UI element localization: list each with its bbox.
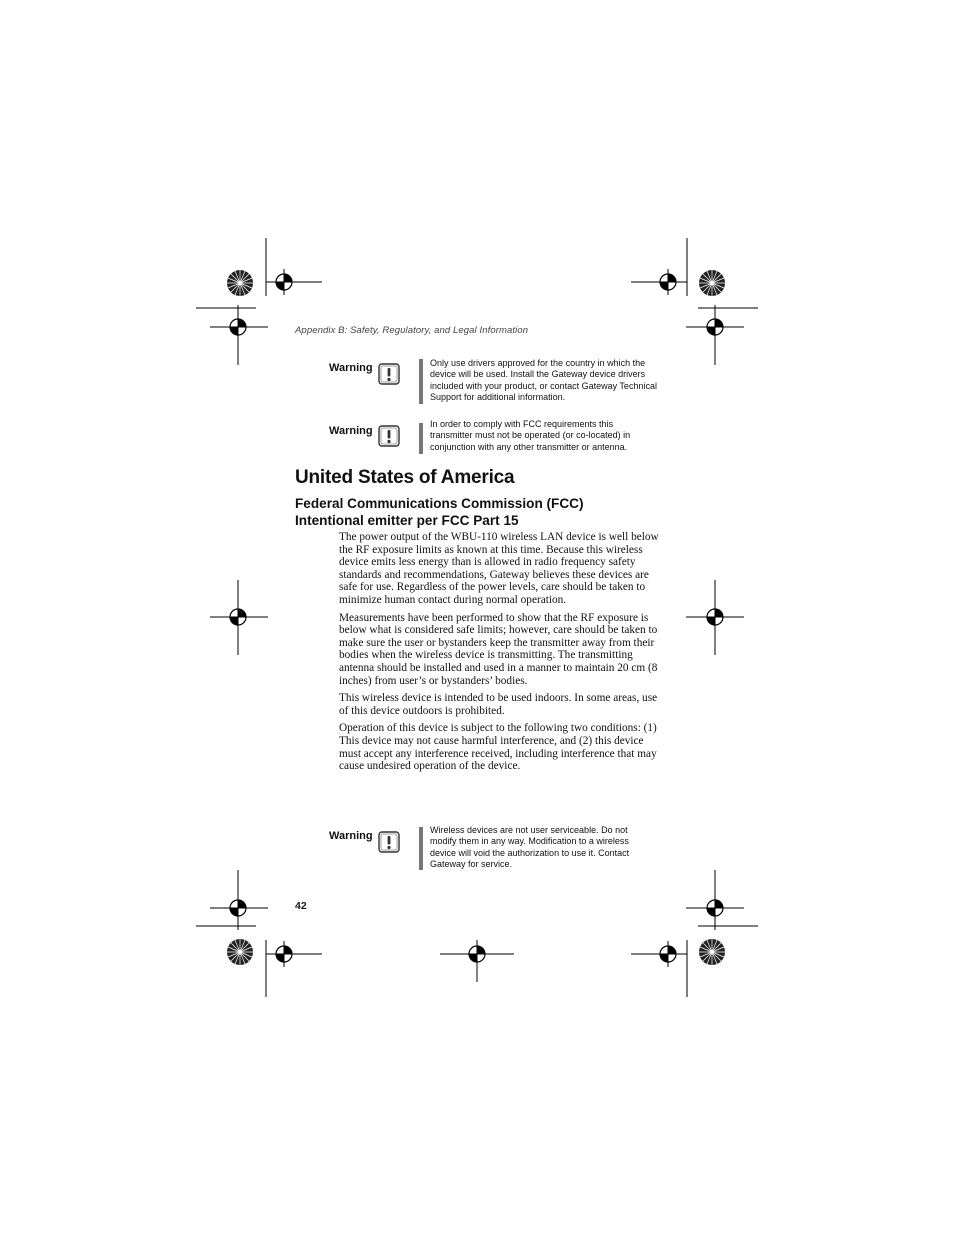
warning-exclamation-icon (376, 423, 402, 449)
warning-text: In order to comply with FCC requirements this transmitter must not be operated (or co-located) in conjunction with any other transmitter or antenna. (430, 419, 631, 452)
warning-label: Warning (329, 830, 373, 842)
star-target-top-right (699, 270, 725, 296)
warning-text: Only use drivers approved for the country in which the device will be used. Install the Gateway device drivers included with your product, or contact Gateway Technical Support for additional information. (430, 358, 657, 402)
section-subtitle (295, 495, 584, 529)
paragraph: Operation of this device is subject to the following two conditions: (1) This device may not cause harmful interference, and (2) this device must accept any interference received, including interference that may cause undesired operation of the device. (339, 722, 657, 773)
star-target-bottom-right (699, 939, 725, 965)
warning-rule (419, 423, 423, 454)
star-target-bottom-left (227, 939, 253, 965)
body-text (339, 531, 659, 778)
warning-label: Warning (329, 362, 373, 374)
subtitle-line-2: Intentional emitter per FCC Part 15 (295, 513, 519, 528)
subtitle-line-1: Federal Communications Commission (FCC) (295, 496, 584, 511)
paragraph: This wireless device is intended to be used indoors. In some areas, use of this device outdoors is prohibited. (339, 692, 658, 717)
warning-label: Warning (329, 425, 373, 437)
paragraph: Measurements have been performed to show that the RF exposure is below what is considered safe limits; however, care should be taken to make sure the user or bystanders keep the transmitter away from their bodies when the wireless device is transmitting. The transmitting antenna should be installed and used in a manner to maintain 20 cm (8 inches) from user’s or bystanders’ bodies. (339, 611, 658, 687)
section-title: United States of America (295, 467, 515, 488)
warning-rule (419, 827, 423, 870)
running-header: Appendix B: Safety, Regulatory, and Legal Information (295, 325, 529, 336)
warning-rule (419, 359, 423, 404)
warning-exclamation-icon (376, 829, 402, 855)
star-target-top-left (227, 270, 253, 296)
page-number: 42 (295, 900, 307, 912)
warning-exclamation-icon (376, 361, 402, 387)
warning-text: Wireless devices are not user serviceable. Do not modify them in any way. Modification to a wireless device will void the authorization to use it. Contact Gateway for service. (430, 825, 630, 869)
paragraph: The power output of the WBU-110 wireless LAN device is well below the RF exposure limits as known at this time. Because this wireless device emits less energy than is allowed in radio frequency safety standards and recommendations, Gateway believes these devices are safe for use. Regardless of the power levels, care should be taken to minimize human contact during normal operation. (339, 531, 659, 606)
